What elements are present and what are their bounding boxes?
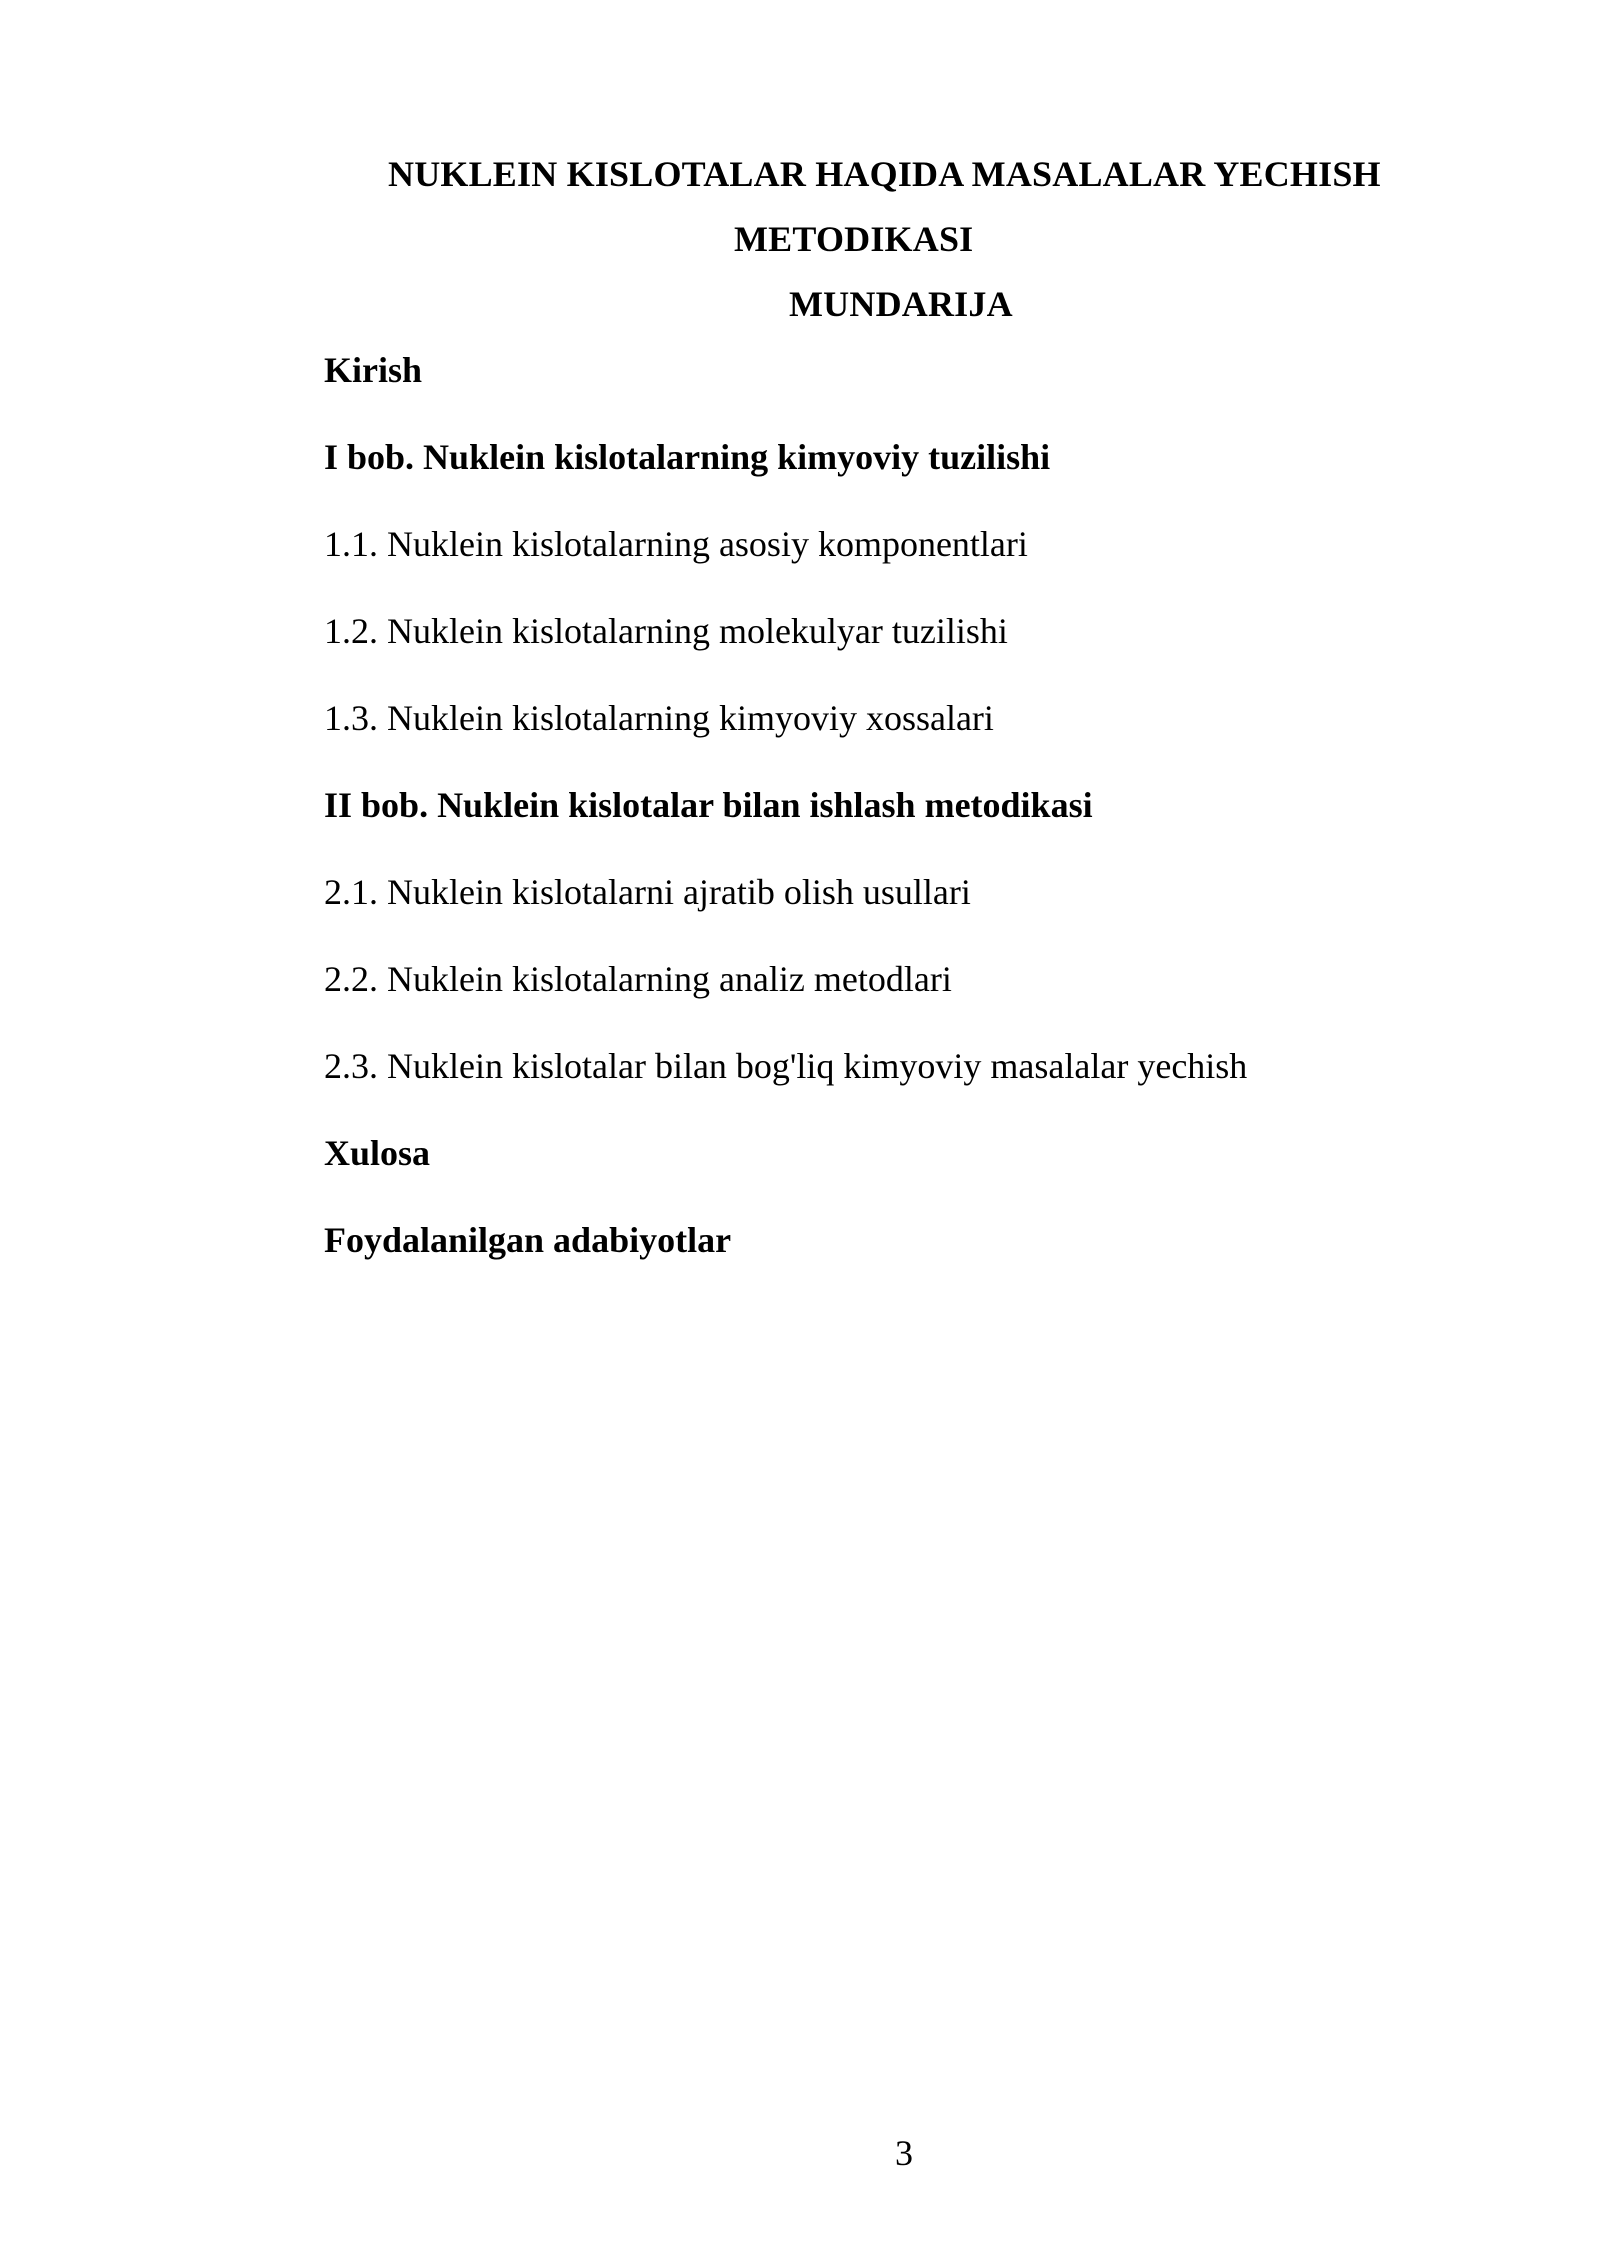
toc-entry: 2.1. Nuklein kislotalarni ajratib olish usullari [324, 872, 971, 912]
toc-entry: 1.2. Nuklein kislotalarning molekulyar tuzilishi [324, 611, 1008, 651]
toc-entry: Xulosa [324, 1133, 431, 1173]
document-title-line-1: NUKLEIN KISLOTALAR HAQIDA MASALALAR YECHISH [388, 154, 1381, 194]
toc-entry: 2.2. Nuklein kislotalarning analiz metodlari [324, 959, 952, 999]
toc-entry: 1.3. Nuklein kislotalarning kimyoviy xossalari [324, 698, 994, 738]
toc-entry: 2.3. Nuklein kislotalar bilan bog'liq kimyoviy masalalar yechish [324, 1046, 1248, 1086]
toc-entry: II bob. Nuklein kislotalar bilan ishlash metodikasi [324, 785, 1093, 825]
toc-entry: Kirish [324, 350, 423, 390]
page-number: 3 [895, 2133, 913, 2173]
toc-entry: I bob. Nuklein kislotalarning kimyoviy tuzilishi [324, 437, 1051, 477]
contents-heading: MUNDARIJA [789, 284, 1013, 324]
document-title-line-2: METODIKASI [734, 219, 974, 259]
toc-entry: 1.1. Nuklein kislotalarning asosiy komponentlari [324, 524, 1028, 564]
toc-entry: Foydalanilgan adabiyotlar [324, 1220, 732, 1260]
